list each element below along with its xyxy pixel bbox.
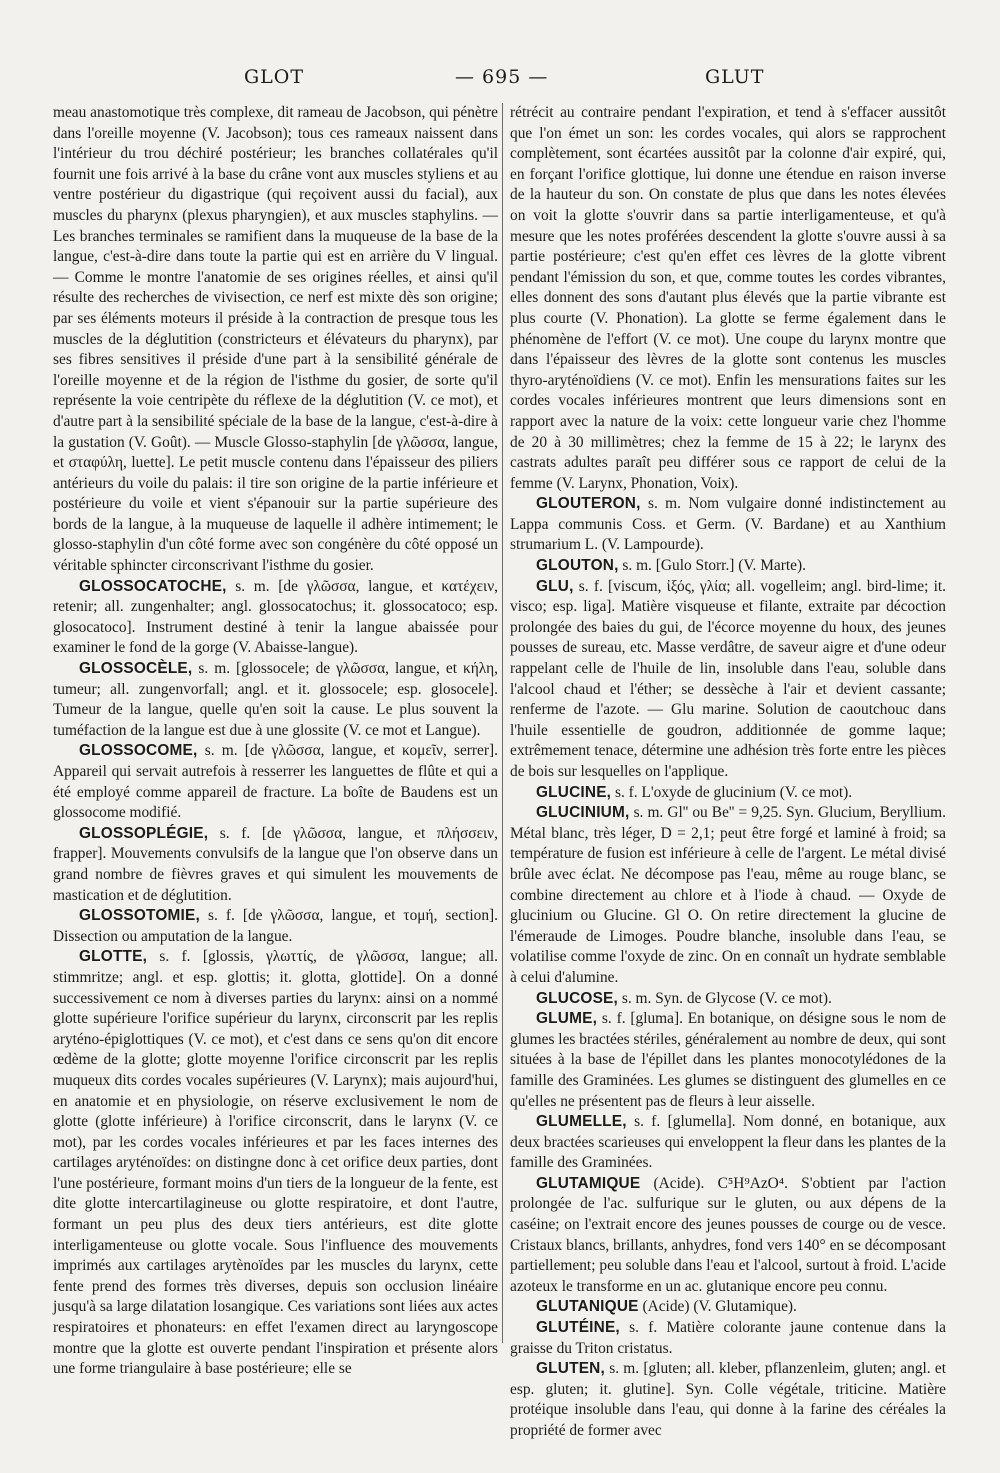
entry-headword: GLOUTON, — [536, 557, 619, 575]
entry-headword: GLUME, — [536, 1010, 598, 1028]
running-head-right: GLUT — [705, 66, 765, 88]
entry-text: s. f. [viscum, ἰξός, γλία; all. vogelleim; angl. bird-lime; it. visco; esp. liga]. Matière visqueuse et filante, extraite par décoction prolongée des baies du gui, de l'écorce moyenne du houx, des jeunes pousses de sureau, etc. Masse verdâtre, de saveur aigre et d'une odeur rappelant celle de l'huile de lin, insoluble dans l'eau, soluble dans l'alcool chaud et l'éther; se dessèche à l'air et devient cassante; renferme de l'azote. — Glu marine. Solution de caoutchouc dans l'huile essentielle de goudron, additionnée de gomme laque; extrêmement tenace, détermine une adhésion très forte entre les pièces de bois sur lesquelles on l'applique. — [510, 577, 946, 780]
entry-headword: GLOSSOCATOCHE, — [79, 577, 227, 595]
dictionary-entry — [510, 494, 946, 556]
entry-headword: GLOSSOPLÉGIE, — [79, 824, 209, 842]
entry-text: s. m. [Gulo Storr.] (V. Marte). — [622, 557, 806, 575]
entry-headword: GLOSSOCÈLE, — [79, 660, 193, 678]
entry-text: s. f. [de γλῶσσα, langue, et πλήσσειν, frapper]. Mouvements convulsifs de la langue que l'on observe dans un grand nombre de fièvres graves et qui simulent les mouvements de mastication et de déglutition. — [53, 824, 498, 904]
entry-headword: GLOSSOCOME, — [79, 742, 198, 760]
entry-text: s. m. [de γλῶσσα, langue, et κομεῖν, serrer]. Appareil qui servait autrefois à resserrer les languettes de flûte et qui a été employé comme appareil de fracture. La boîte de Baudens est un glossocome modifié. — [53, 742, 498, 822]
dictionary-entry — [510, 556, 946, 577]
dictionary-entry — [510, 803, 946, 988]
entry-text: meau anastomotique très complexe, dit rameau de Jacobson, qui pénètre dans l'oreille moyenne (V. Jacobson); tous ces rameaux naissent dans l'intérieur du trou déchiré postérieur; les branches collatérales qu'il fournit une fois arrivé à la base du crâne vont aux muscles styliens et au ventre postérieur du digastrique (qui reçoivent aussi du facial), aux muscles du pharynx (plexus pharyngien), et aux muscles staphylins. — Les branches terminales se ramifient dans la muqueuse de la base de la langue, c'est-à-dire dans toute la partie qui est en arrière du V lingual. — Comme le montre l'anatomie de ses origines réelles, et ainsi qu'il résulte des recherches de vivisection, ce nerf est mixte dès son origine; par ses éléments moteurs il préside à la contraction de presque tous les muscles de la déglutition (constricteurs et élévateurs du pharynx), par ses fibres sensitives il préside d'une part à la sensibilité générale de l'oreille moyenne et de la région de l'isthme du gosier, de sorte qu'il représente la voie centripète du réflexe de la déglutition (V. ce mot), et d'autre part à la sensibilité spéciale de la base de la langue, c'est-à-dire à la gustation (V. Goût). — Muscle Glosso-staphylin [de γλῶσσα, langue, et σταφύλη, luette]. Le petit muscle contenu dans l'épaisseur des piliers antérieurs du voile du palais: il tire son origine de la partie inférieure et postérieure du voile et vient s'épanouir sur la partie supérieure des bords de la langue, à la muqueuse de laquelle il adhère intimement; le glosso-staphylin d'un côté forme avec son congénère du côté opposé un véritable sphincter circonscrivant l'isthme du gosier. — [53, 104, 498, 575]
dictionary-entry — [510, 103, 946, 494]
entry-headword: GLOSSOTOMIE, — [79, 907, 200, 925]
entry-text: s. f. [gluma]. En botanique, on désigne sous le nom de glumes les bractées stériles, généralement au nombre de deux, qui sont situées à la base de l'épillet dans les plantes monocotylédones de la famille des Graminées. Les glumes se distinguent des glumelles en ce qu'elles ne présentent pas de fleurs à leur aisselle. — [510, 1010, 946, 1110]
entry-headword: GLUTÉINE, — [536, 1319, 620, 1337]
dictionary-entry — [53, 659, 498, 741]
entry-headword: GLOUTERON, — [536, 495, 641, 513]
right-column — [510, 103, 946, 1442]
dictionary-entry — [510, 1359, 946, 1441]
dictionary-entry — [53, 824, 498, 906]
dictionary-entry — [510, 1009, 946, 1112]
entry-headword: GLUCINIUM, — [536, 804, 630, 822]
entry-text: s. m. Gl'' ou Be'' = 9,25. Syn. Glucium, Beryllium. Métal blanc, très léger, D = 2,1; peut être forgé et laminé à froid; sa température de fusion est inférieure à celle de l'argent. Le métal divisé brûle avec éclat. Ne décompose pas l'eau, même au rouge blanc, se combine directement au chlore et à l'iode à chaud. — Oxyde de glucinium ou Glucine. Gl O. On retire directement la glucine de l'émeraude de Limoges. Poudre blanche, insoluble dans l'eau, se volatilise comme l'oxyde de zinc. On en connaît un hydrate semblable à celui d'alumine. — [510, 804, 946, 986]
page-header — [0, 66, 1000, 96]
entry-text: s. f. Matière colorante jaune contenue dans la graisse du Triton cristatus. — [510, 1319, 946, 1357]
entry-text: s. m. [de γλῶσσα, langue, et κατέχειν, retenir; all. zungenhalter; angl. glossocatochus; it. glossocatoco; esp. glosocatoco]. Instrument destiné à tenir la langue abaissée pour examiner le fond de la gorge (V. Abaisse-langue). — [53, 577, 498, 657]
entry-headword: GLUTEN, — [536, 1360, 605, 1378]
entry-text: s. f. [glumella]. Nom donné, en botanique, aux deux bractées scarieuses qui enveloppent la fleur dans les plantes de la famille des Graminées. — [510, 1113, 946, 1172]
entry-text: s. m. Nom vulgaire donné indistinctement au Lappa communis Coss. et Germ. (V. Bardane) et au Xanthium strumarium L. (V. Lampourde). — [510, 495, 946, 554]
entry-text: s. m. [glossocele; de γλῶσσα, langue, et κήλη, tumeur; all. zungenvorfall; angl. et it. glossocele; esp. glosocele]. Tumeur de la langue, quelle qu'en soit la cause. Le plus souvent la tuméfaction de la langue est due à une glossite (V. ce mot et Langue). — [53, 660, 499, 739]
dictionary-entry — [53, 906, 498, 947]
entry-text: s. f. [glossis, γλωττίς, de γλῶσσα, langue; all. stimmritze; angl. et esp. glottis; it. glotta, glottide]. On a donné successivement ce nom à diverses parties du larynx: ainsi on a nommé glotte supérieure l'orifice supérieur du larynx, circonscrit par les replis aryténo-épiglottiques (V. ce mot), et c'est dans ce sens qu'on dit encore œdème de la glotte; glotte moyenne l'orifice circonscrit par les replis muqueux dits cordes vocales supérieures (V. Larynx); mais aujourd'hui, en anatomie et en physiologie, on réserve exclusivement le nom de glotte (glotte inférieure) à l'orifice circonscrit, dans le larynx (V. ce mot), par les cordes vocales inférieures et par les faces internes des cartilages aryténoïdes: on distingne donc à cet orifice deux parties, dont l'une postérieure, formant moins d'un tiers de la longueur de la fente, est dite glotte intercartilagineuse ou glotte respiratoire, et dont l'autre, formant un peu plus des deux tiers antérieurs, est dite glotte interligamenteuse ou glotte vocale. Sous l'influence des mouvements imprimés aux cartilages arytènoïdes par les muscles du larynx, cette fente prend des formes très diverses, depuis son occlusion linéaire jusqu'à sa large dilatation losangique. Ces variations sont liées aux actes respiratoires et phonateurs: en effet l'examen direct au laryngoscope montre que la glotte est ouverte pendant l'inspiration et présente alors une forme triangulaire à base postérieure; elle se — [53, 948, 498, 1378]
entry-text: s. f. L'oxyde de glucinium (V. ce mot). — [615, 783, 853, 801]
page-number: — 695 — — [455, 66, 549, 88]
dictionary-entry — [510, 1174, 946, 1298]
entry-text: s. f. [de γλῶσσα, langue, et τομή, section]. Dissection ou amputation de la langue. — [53, 907, 498, 945]
dictionary-entry — [53, 947, 498, 1379]
entry-text: s. m. [gluten; all. kleber, pflanzenleim, gluten; angl. et esp. gluten; it. glutine]. Syn. Colle végétale, triticine. Matière protéique insoluble dans l'eau, qui donne à la farine des céréales la propriété de former avec — [510, 1360, 946, 1439]
entry-text: (Acide) (V. Glutamique). — [642, 1298, 797, 1316]
dictionary-entry — [53, 741, 498, 823]
entry-text: (Acide). C⁵H⁹AzO⁴. S'obtient par l'action prolongée de l'ac. sulfurique sur le gluten, ou aux dépens de la caséine; on l'extrait encore des jeunes pousses de courge ou de vesce. Cristaux blancs, brillants, anhydres, fond vers 140° en se décomposant partiellement; peu soluble dans l'eau et l'alcool, surtout à froid. L'acide azoteux le transforme en un ac. glutanique encore peu connu. — [510, 1174, 946, 1295]
column-divider — [502, 103, 503, 1343]
left-column — [53, 103, 498, 1380]
entry-headword: GLUCOSE, — [536, 989, 618, 1007]
entry-headword: GLUCINE, — [536, 783, 612, 801]
dictionary-entry — [510, 1297, 946, 1318]
entry-headword: GLU, — [536, 577, 574, 595]
entry-text: s. m. Syn. de Glycose (V. ce mot). — [621, 989, 832, 1007]
dictionary-entry — [510, 989, 946, 1010]
dictionary-entry — [510, 577, 946, 783]
dictionary-entry — [53, 577, 498, 659]
entry-headword: GLUMELLE, — [536, 1113, 627, 1131]
entry-text: rétrécit au contraire pendant l'expiration, et tend à s'effacer aussitôt que l'on émet un son: les cordes vocales, qui alors se rapprochent complètement, sont écartées aussitôt par la colonne d'air expiré, qui, en forçant l'orifice glottique, lui donne une étendue en raison inverse de la hauteur du son. On constate de plus que dans les notes élevées on voit la glotte s'ouvrir dans sa partie interligamenteuse, et qu'à mesure que les notes proférées descendent la glotte s'ouvre aussi à sa partie postérieure; c'est qu'en effet ces lèvres de la glotte vibrent pendant l'émission du son, et que, comme toutes les cordes vibrantes, elles donnent des sons d'autant plus élevés que la partie vibrante est plus courte (V. Phonation). La glotte se ferme également dans le phénomène de l'effort (V. ce mot). Une coupe du larynx montre que dans l'épaisseur des lèvres de la glotte sont contenus les muscles thyro-aryténoïdiens (V. ce mot). Enfin les mensurations faites sur les cordes vocales inférieures montrent que leurs dimensions sont en rapport avec la nature de la voix: cette longueur varie chez l'homme de 20 à 30 millimètres; chez la femme de 15 à 22; le larynx des castrats adultes paraît peu différer sous ce rapport de celui de la femme (V. Larynx, Phonation, Voix). — [510, 104, 946, 492]
dictionary-entry — [53, 103, 498, 577]
entry-headword: GLUTANIQUE — [536, 1298, 639, 1316]
dictionary-entry — [510, 1112, 946, 1174]
entry-headword: GLUTAMIQUE — [536, 1174, 641, 1192]
dictionary-entry — [510, 783, 946, 804]
entry-headword: GLOTTE, — [79, 948, 148, 966]
dictionary-entry — [510, 1318, 946, 1359]
running-head-left: GLOT — [244, 66, 305, 88]
